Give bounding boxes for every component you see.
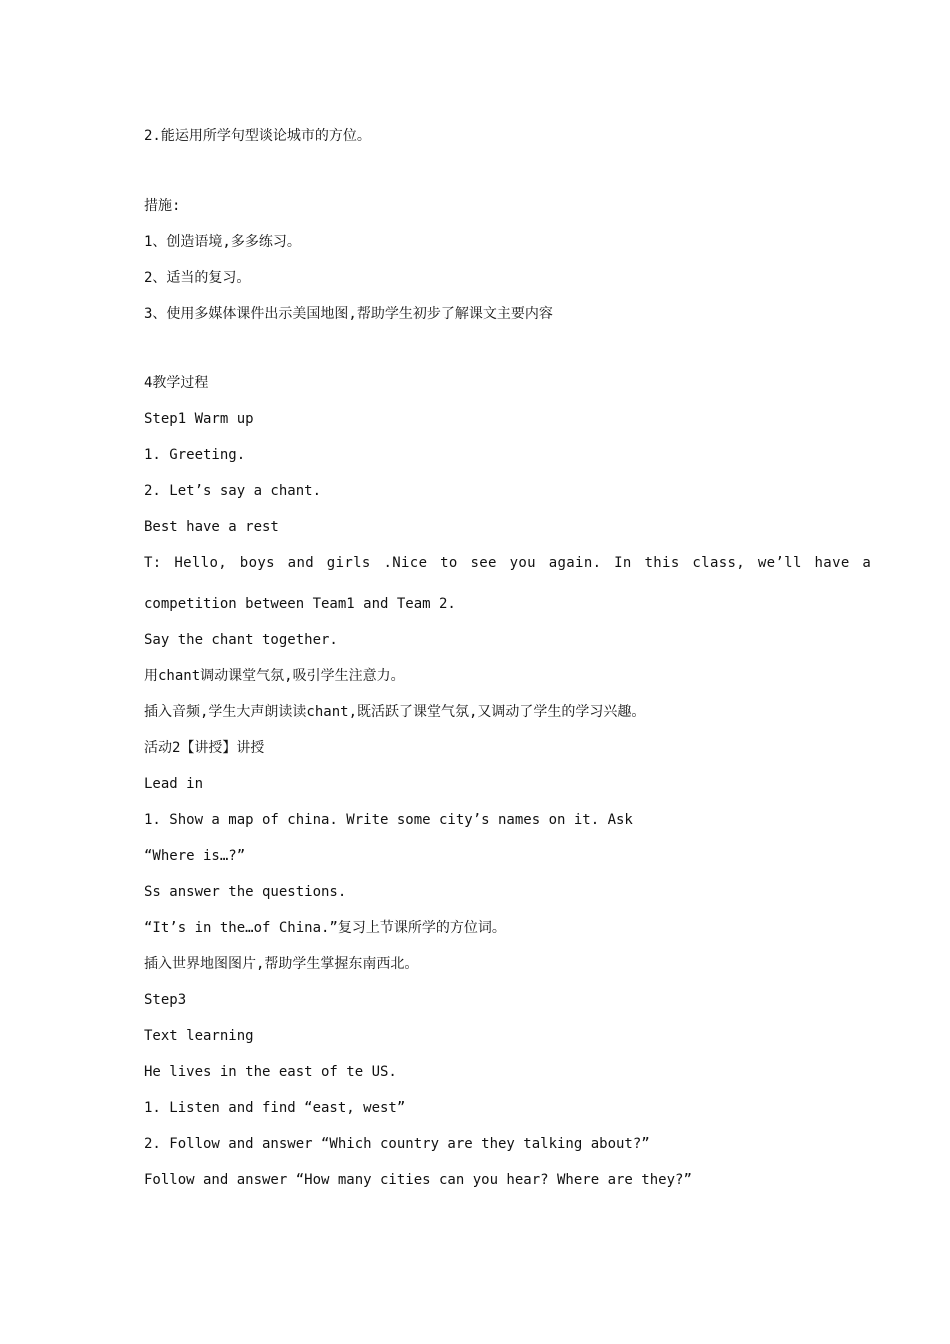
say-chant-line: Say the chant together. xyxy=(144,632,338,648)
where-is-question: “Where is…?” xyxy=(144,848,246,864)
objective-line-2: 2.能运用所学句型谈论城市的方位。 xyxy=(144,128,371,144)
measure-item-3: 3、使用多媒体课件出示美国地图,帮助学生初步了解课文主要内容 xyxy=(144,306,553,322)
step1-heading: Step1 Warm up xyxy=(144,411,254,427)
text-learning-item-3: Follow and answer “How many cities can you hear? Where are they?” xyxy=(144,1172,692,1188)
step1-item-1: 1. Greeting. xyxy=(144,447,246,463)
students-answer-line: Ss answer the questions. xyxy=(144,884,347,900)
measures-heading: 措施: xyxy=(144,198,181,214)
text-learning-item-2: 2. Follow and answer “Which country are they talking about?” xyxy=(144,1136,650,1152)
chant-title: Best have a rest xyxy=(144,519,279,535)
world-map-note: 插入世界地图图片,帮助学生掌握东南西北。 xyxy=(144,956,419,972)
measure-item-2: 2、适当的复习。 xyxy=(144,270,251,286)
chant-purpose-note: 用chant调动课堂气氛,吸引学生注意力。 xyxy=(144,668,405,684)
measure-item-1: 1、创造语境,多多练习。 xyxy=(144,234,301,250)
audio-note: 插入音频,学生大声朗读读chant,既活跃了课堂气氛,又调动了学生的学习兴趣。 xyxy=(144,704,646,720)
activity-2-heading: 活动2【讲授】讲授 xyxy=(144,740,265,756)
text-sentence: He lives in the east of te US. xyxy=(144,1064,397,1080)
teaching-process-heading: 4教学过程 xyxy=(144,375,209,391)
review-direction-words: “It’s in the…of China.”复习上节课所学的方位词。 xyxy=(144,920,506,936)
lead-in-item-1: 1. Show a map of china. Write some city’s names on it. Ask xyxy=(144,812,633,828)
step1-item-2: 2. Let’s say a chant. xyxy=(144,483,322,499)
text-learning-item-1: 1. Listen and find “east, west” xyxy=(144,1100,406,1116)
lead-in-heading: Lead in xyxy=(144,776,204,792)
text-learning-heading: Text learning xyxy=(144,1028,254,1044)
step3-heading: Step3 xyxy=(144,992,187,1008)
teacher-greeting-line-1: T: Hello, boys and girls .Nice to see you again. In this class, we’ll have a xyxy=(144,555,872,571)
teacher-greeting-line-2: competition between Team1 and Team 2. xyxy=(144,596,456,612)
